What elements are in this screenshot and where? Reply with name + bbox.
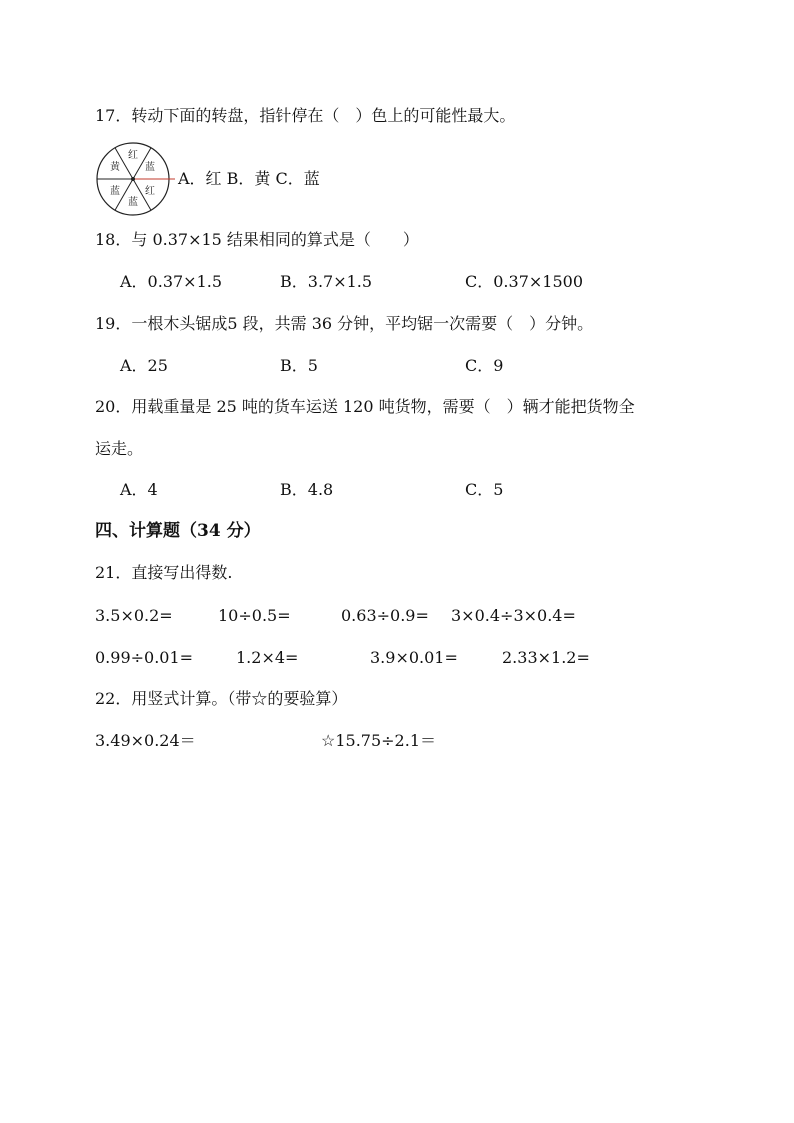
question-20-stem-continued: 运走。 (95, 439, 144, 458)
spinner-sector-label: 红 (128, 150, 138, 161)
calc-item: 3×0.4÷3×0.4= (451, 606, 576, 625)
calc-item: 0.63÷0.9= (341, 606, 429, 625)
spinner-diagram (95, 142, 177, 216)
calc-item: 10÷0.5= (218, 606, 291, 625)
question-20-option-a: A．4 (120, 480, 158, 499)
question-19-option-c: C．9 (465, 356, 504, 375)
question-20-stem: 20．用载重量是 25 吨的货车运送 120 吨货物，需要（ ）辆才能把货物全 (95, 397, 635, 416)
question-21-stem: 21．直接写出得数. (95, 563, 233, 582)
calc-item: 1.2×4= (236, 648, 299, 667)
spinner-sector-label: 蓝 (128, 197, 138, 208)
calc-item: 0.99÷0.01= (95, 648, 194, 667)
question-18-option-c: C．0.37×1500 (465, 272, 583, 291)
section-title: 四、计算题（34 分） (95, 521, 261, 541)
question-19-stem: 19．一根木头锯成5 段，共需 36 分钟，平均锯一次需要（ ）分钟。 (95, 314, 594, 333)
question-20-option-b: B．4.8 (280, 480, 334, 499)
vertical-calc-item: 3.49×0.24＝ (95, 731, 196, 750)
calc-item: 2.33×1.2= (502, 648, 590, 667)
calc-item: 3.5×0.2= (95, 606, 173, 625)
question-18-stem: 18．与 0.37×15 结果相同的算式是（ ） (95, 230, 419, 249)
question-19-option-a: A．25 (120, 356, 168, 375)
spinner-sector-label: 蓝 (110, 186, 120, 197)
spinner-sector-label: 蓝 (145, 162, 155, 173)
calc-item: 3.9×0.01= (370, 648, 458, 667)
question-22-stem: 22．用竖式计算。（带☆的要验算） (95, 689, 348, 708)
question-18-option-b: B．3.7×1.5 (280, 272, 373, 291)
vertical-calc-item: ☆15.75÷2.1＝ (321, 731, 437, 750)
question-17-options: A．红 B．黄 C．蓝 (178, 169, 320, 188)
question-20-option-c: C．5 (465, 480, 504, 499)
spinner-sector-label: 黄 (110, 162, 120, 173)
spinner-sector-label: 红 (145, 186, 155, 197)
question-19-option-b: B．5 (280, 356, 318, 375)
question-18-option-a: A．0.37×1.5 (120, 272, 223, 291)
question-17-stem: 17．转动下面的转盘，指针停在（ ）色上的可能性最大。 (95, 106, 516, 125)
